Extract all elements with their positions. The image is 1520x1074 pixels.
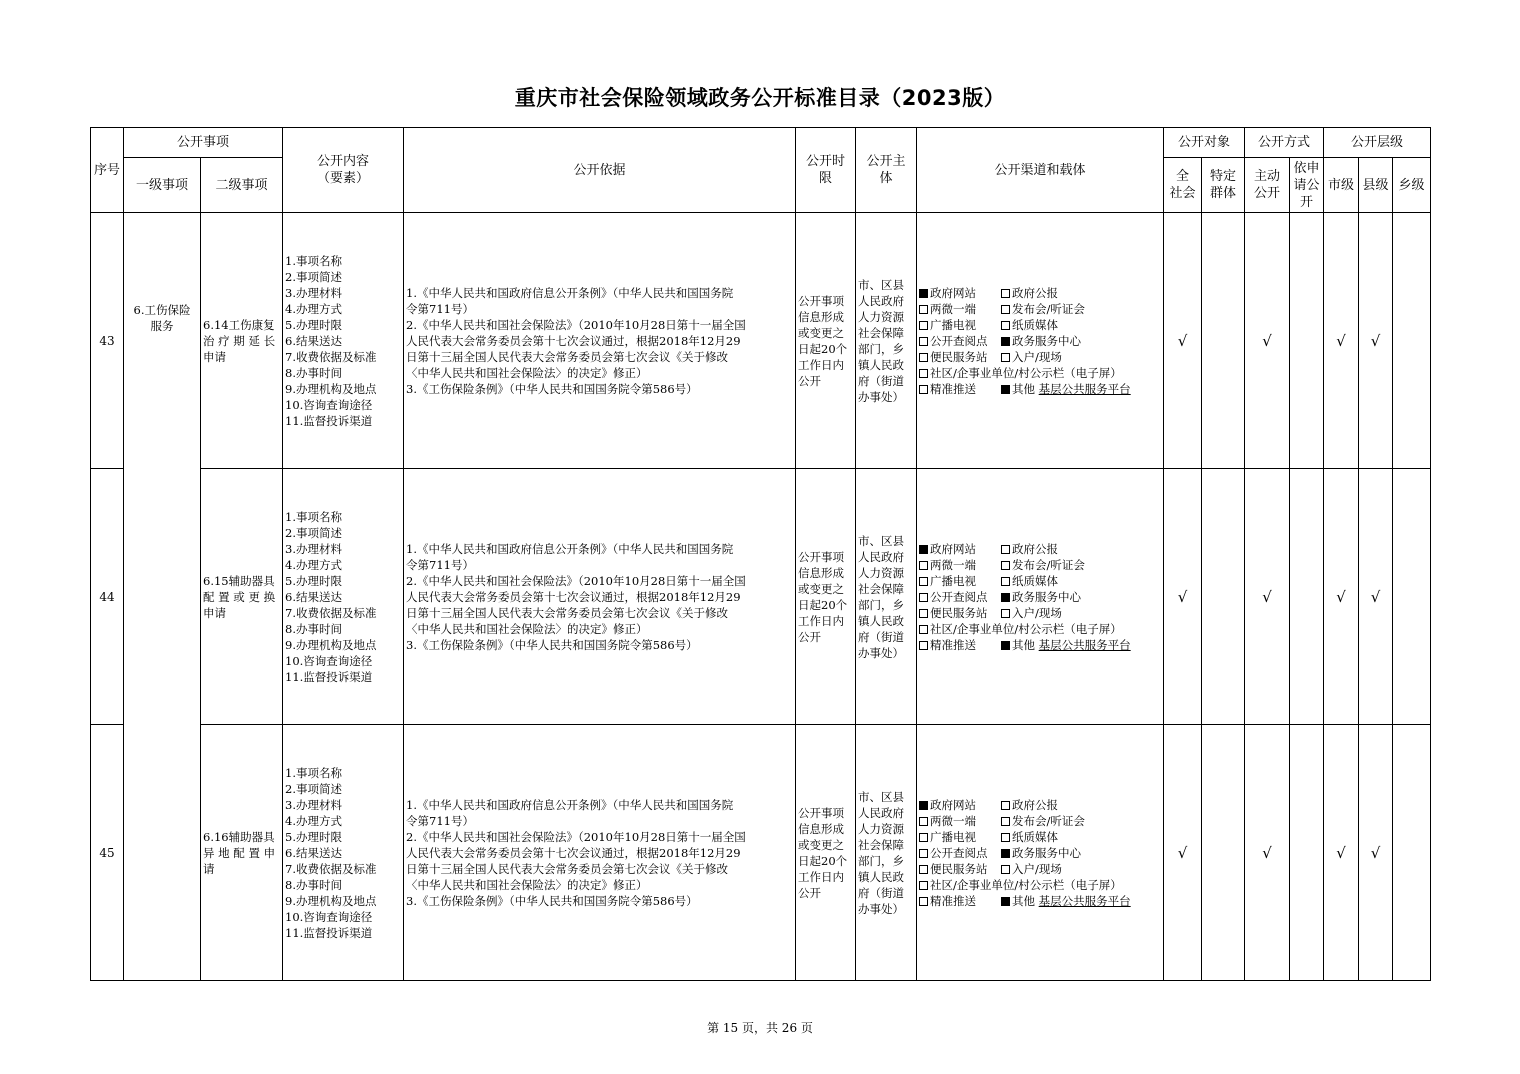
checkbox-empty-icon — [1001, 561, 1010, 570]
channel-label: 发布会/听证会 — [1012, 301, 1085, 316]
channel-label: 便民服务站 — [930, 349, 988, 364]
limit-line: 信息形成 — [798, 565, 845, 580]
channel-cell — [917, 213, 1164, 469]
header-limit — [796, 128, 856, 213]
header-items: 公开事项 — [124, 128, 283, 158]
channel-label: 入户/现场 — [1012, 605, 1062, 620]
content-item: 5.办理时限 — [285, 317, 342, 332]
header-apply-line2: 请公 — [1293, 177, 1320, 193]
subject-line: 办事处） — [858, 901, 905, 916]
checkbox-empty-icon — [1001, 577, 1010, 586]
level2-line: 申请 — [203, 605, 226, 620]
limit-line: 工作日内 — [798, 613, 845, 628]
level2-line: 6.16辅助器具 — [203, 829, 275, 844]
level2-line: 申请 — [203, 349, 226, 364]
content-item: 11.监督投诉渠道 — [285, 413, 373, 428]
content-item: 8.办事时间 — [285, 365, 342, 380]
basis-line: 〈中华人民共和国社会保险法〉的决定》修正） — [406, 365, 648, 380]
channel-cell — [917, 725, 1164, 981]
checkbox-empty-icon — [1001, 353, 1010, 362]
content-item: 1.事项名称 — [285, 253, 342, 268]
checkbox-empty-icon — [919, 337, 928, 346]
channel-label: 社区/企事业单位/村公示栏（电子屏） — [930, 621, 1122, 636]
subject-cell — [856, 469, 917, 725]
active-mark: √ — [1245, 725, 1290, 981]
limit-cell — [796, 213, 856, 469]
header-group-line2: 群体 — [1210, 186, 1237, 201]
basis-line: 3.《工伤保险条例》（中华人民共和国国务院令第586号） — [406, 893, 698, 908]
county-mark: √ — [1359, 469, 1393, 725]
row-seq: 44 — [91, 469, 124, 725]
content-item: 3.办理材料 — [285, 797, 342, 812]
header-all-society — [1164, 158, 1202, 213]
table-row — [91, 469, 1431, 725]
channel-label: 政务服务中心 — [1012, 333, 1082, 348]
limit-line: 公开 — [798, 885, 822, 900]
on-request-mark — [1290, 469, 1324, 725]
subject-line: 人力资源 — [858, 309, 905, 324]
subject-line: 人力资源 — [858, 821, 905, 836]
channel-other-value: 基层公共服务平台 — [1038, 893, 1131, 908]
channel-label: 政务服务中心 — [1012, 589, 1082, 604]
channel-label: 精准推送 — [930, 637, 977, 652]
header-limit-line1: 公开时 — [806, 154, 846, 169]
channel-label: 广播电视 — [930, 829, 977, 844]
channel-other-value: 基层公共服务平台 — [1038, 637, 1131, 652]
all-society-mark: √ — [1164, 469, 1202, 725]
channel-label: 政府网站 — [930, 541, 977, 556]
checkbox-empty-icon — [1001, 321, 1010, 330]
checkbox-checked-icon — [1001, 849, 1010, 858]
header-apply-line1: 依申 — [1293, 160, 1320, 176]
channel-label: 入户/现场 — [1012, 349, 1062, 364]
content-item: 5.办理时限 — [285, 573, 342, 588]
basis-cell — [404, 725, 796, 981]
checkbox-empty-icon — [919, 865, 928, 874]
subject-cell — [856, 725, 917, 981]
channel-label: 两微一端 — [930, 301, 977, 316]
limit-line: 或变更之 — [798, 325, 845, 340]
header-county: 县级 — [1359, 158, 1393, 213]
checkbox-empty-icon — [1001, 289, 1010, 298]
header-specific-group — [1202, 158, 1245, 213]
content-item: 3.办理材料 — [285, 285, 342, 300]
checkbox-empty-icon — [919, 625, 928, 634]
channel-label: 政府公报 — [1012, 285, 1059, 300]
limit-line: 日起20个 — [798, 597, 848, 612]
basis-line: 令第711号） — [406, 557, 474, 572]
channel-label: 纸质媒体 — [1012, 573, 1059, 588]
checkbox-checked-icon — [1001, 385, 1010, 394]
subject-line: 府（街道 — [858, 373, 905, 388]
town-mark — [1393, 213, 1431, 469]
basis-line: 1.《中华人民共和国政府信息公开条例》（中华人民共和国国务院 — [406, 285, 734, 300]
content-item: 2.事项简述 — [285, 781, 342, 796]
header-subject — [856, 128, 917, 213]
level2-item-cell — [201, 213, 283, 469]
city-mark: √ — [1324, 725, 1359, 981]
header-content — [283, 128, 404, 213]
header-level: 公开层级 — [1324, 128, 1431, 158]
channel-label: 入户/现场 — [1012, 861, 1062, 876]
checkbox-empty-icon — [919, 849, 928, 858]
header-town: 乡级 — [1393, 158, 1431, 213]
catalog-table — [90, 127, 1431, 981]
content-item: 7.收费依据及标准 — [285, 861, 377, 876]
row-seq: 45 — [91, 725, 124, 981]
channel-label: 精准推送 — [930, 381, 977, 396]
subject-line: 人民政府 — [858, 293, 905, 308]
county-mark: √ — [1359, 725, 1393, 981]
all-society-mark: √ — [1164, 213, 1202, 469]
subject-line: 社会保障 — [858, 837, 905, 852]
checkbox-empty-icon — [919, 593, 928, 602]
content-item: 7.收费依据及标准 — [285, 349, 377, 364]
header-all-line2: 社会 — [1169, 186, 1196, 201]
content-item: 10.咨询查询途径 — [285, 909, 373, 924]
limit-cell — [796, 725, 856, 981]
limit-line: 或变更之 — [798, 837, 845, 852]
content-item: 8.办事时间 — [285, 877, 342, 892]
limit-line: 公开事项 — [798, 805, 845, 820]
town-mark — [1393, 469, 1431, 725]
level2-item-cell — [201, 725, 283, 981]
limit-line: 工作日内 — [798, 357, 845, 372]
subject-line: 市、区县 — [858, 533, 905, 548]
subject-line: 市、区县 — [858, 789, 905, 804]
level2-item-cell — [201, 469, 283, 725]
content-item: 9.办理机构及地点 — [285, 893, 377, 908]
subject-line: 部门，乡 — [858, 853, 905, 868]
header-city: 市级 — [1324, 158, 1359, 213]
content-item: 11.监督投诉渠道 — [285, 925, 373, 940]
channel-label: 两微一端 — [930, 813, 977, 828]
basis-line: 3.《工伤保险条例》（中华人民共和国国务院令第586号） — [406, 637, 698, 652]
subject-line: 办事处） — [858, 389, 905, 404]
channel-label: 广播电视 — [930, 317, 977, 332]
checkbox-empty-icon — [919, 385, 928, 394]
subject-line: 社会保障 — [858, 325, 905, 340]
level2-line: 治 疗 期 延 长 — [203, 333, 276, 348]
content-item: 6.结果送达 — [285, 845, 342, 860]
content-item: 4.办理方式 — [285, 301, 342, 316]
limit-line: 公开事项 — [798, 549, 845, 564]
header-level1: 一级事项 — [124, 158, 201, 213]
checkbox-checked-icon — [1001, 337, 1010, 346]
header-subject-line1: 公开主 — [866, 154, 906, 169]
subject-line: 人民政府 — [858, 805, 905, 820]
checkbox-empty-icon — [1001, 833, 1010, 842]
page-footer: 第 15 页，共 26 页 — [707, 1021, 813, 1035]
content-item: 3.办理材料 — [285, 541, 342, 556]
checkbox-checked-icon — [919, 545, 928, 554]
basis-line: 〈中华人民共和国社会保险法〉的决定》修正） — [406, 621, 648, 636]
checkbox-empty-icon — [1001, 817, 1010, 826]
level1-item-cell — [124, 213, 201, 981]
limit-line: 或变更之 — [798, 581, 845, 596]
basis-line: 令第711号） — [406, 813, 474, 828]
limit-line: 公开 — [798, 629, 822, 644]
level2-line: 配 置 或 更 换 — [203, 589, 276, 604]
channel-label: 政府公报 — [1012, 541, 1059, 556]
basis-line: 1.《中华人民共和国政府信息公开条例》（中华人民共和国国务院 — [406, 541, 734, 556]
content-list — [283, 469, 404, 725]
limit-line: 日起20个 — [798, 341, 848, 356]
checkbox-checked-icon — [1001, 641, 1010, 650]
channel-label: 便民服务站 — [930, 605, 988, 620]
channel-label: 发布会/听证会 — [1012, 557, 1085, 572]
header-limit-line2: 限 — [819, 171, 833, 186]
channel-label: 政府公报 — [1012, 797, 1059, 812]
checkbox-empty-icon — [1001, 305, 1010, 314]
subject-line: 府（街道 — [858, 629, 905, 644]
content-item: 10.咨询查询途径 — [285, 397, 373, 412]
channel-label: 政务服务中心 — [1012, 845, 1082, 860]
table-row — [91, 213, 1431, 469]
subject-line: 人民政府 — [858, 549, 905, 564]
header-level2: 二级事项 — [201, 158, 283, 213]
level2-line: 请 — [203, 861, 215, 876]
header-active-line2: 公开 — [1254, 186, 1281, 201]
header-active-line1: 主动 — [1254, 169, 1281, 184]
limit-line: 公开事项 — [798, 293, 845, 308]
channel-label: 社区/企事业单位/村公示栏（电子屏） — [930, 365, 1122, 380]
header-content-line1: 公开内容 — [317, 154, 370, 169]
header-audience: 公开对象 — [1164, 128, 1245, 158]
checkbox-checked-icon — [919, 801, 928, 810]
basis-line: 人民代表大会常务委员会第十七次会议通过，根据2018年12月29 — [406, 333, 741, 348]
header-active — [1245, 158, 1290, 213]
on-request-mark — [1290, 213, 1324, 469]
channel-other-value: 基层公共服务平台 — [1038, 381, 1131, 396]
channel-label: 其他 — [1012, 637, 1036, 652]
limit-line: 日起20个 — [798, 853, 848, 868]
checkbox-empty-icon — [919, 897, 928, 906]
all-society-mark: √ — [1164, 725, 1202, 981]
limit-line: 信息形成 — [798, 821, 845, 836]
basis-line: 3.《工伤保险条例》（中华人民共和国国务院令第586号） — [406, 381, 698, 396]
content-item: 11.监督投诉渠道 — [285, 669, 373, 684]
content-item: 9.办理机构及地点 — [285, 381, 377, 396]
subject-line: 人力资源 — [858, 565, 905, 580]
limit-line: 工作日内 — [798, 869, 845, 884]
row-seq: 43 — [91, 213, 124, 469]
basis-line: 令第711号） — [406, 301, 474, 316]
subject-line: 部门，乡 — [858, 597, 905, 612]
level2-line: 6.14工伤康复 — [203, 317, 275, 332]
city-mark: √ — [1324, 213, 1359, 469]
subject-line: 社会保障 — [858, 581, 905, 596]
channel-label: 广播电视 — [930, 573, 977, 588]
checkbox-empty-icon — [919, 321, 928, 330]
subject-line: 镇人民政 — [858, 357, 905, 372]
header-basis: 公开依据 — [404, 128, 796, 213]
basis-line: 日第十三届全国人民代表大会常务委员会第七次会议《关于修改 — [406, 605, 729, 620]
channel-label: 精准推送 — [930, 893, 977, 908]
subject-line: 镇人民政 — [858, 613, 905, 628]
checkbox-checked-icon — [1001, 593, 1010, 602]
checkbox-empty-icon — [919, 609, 928, 618]
checkbox-checked-icon — [919, 289, 928, 298]
channel-label: 便民服务站 — [930, 861, 988, 876]
content-item: 4.办理方式 — [285, 813, 342, 828]
channel-label: 其他 — [1012, 893, 1036, 908]
content-item: 10.咨询查询途径 — [285, 653, 373, 668]
content-list — [283, 725, 404, 981]
checkbox-checked-icon — [1001, 897, 1010, 906]
city-mark: √ — [1324, 469, 1359, 725]
basis-line: 日第十三届全国人民代表大会常务委员会第七次会议《关于修改 — [406, 861, 729, 876]
basis-cell — [404, 469, 796, 725]
channel-label: 其他 — [1012, 381, 1036, 396]
subject-line: 府（街道 — [858, 885, 905, 900]
checkbox-empty-icon — [1001, 801, 1010, 810]
checkbox-empty-icon — [919, 817, 928, 826]
checkbox-empty-icon — [919, 369, 928, 378]
header-apply-line3: 开 — [1300, 194, 1314, 210]
channel-label: 纸质媒体 — [1012, 317, 1059, 332]
content-item: 2.事项简述 — [285, 269, 342, 284]
basis-line: 人民代表大会常务委员会第十七次会议通过，根据2018年12月29 — [406, 589, 741, 604]
basis-line: 2.《中华人民共和国社会保险法》（2010年10月28日第十一届全国 — [406, 829, 746, 844]
county-mark: √ — [1359, 213, 1393, 469]
channel-label: 政府网站 — [930, 285, 977, 300]
subject-line: 办事处） — [858, 645, 905, 660]
content-item: 4.办理方式 — [285, 557, 342, 572]
town-mark — [1393, 725, 1431, 981]
checkbox-empty-icon — [1001, 609, 1010, 618]
channel-label: 公开查阅点 — [930, 333, 988, 348]
content-item: 6.结果送达 — [285, 589, 342, 604]
content-item: 6.结果送达 — [285, 333, 342, 348]
channel-label: 公开查阅点 — [930, 845, 988, 860]
subject-line: 镇人民政 — [858, 869, 905, 884]
channel-label: 政府网站 — [930, 797, 977, 812]
header-method: 公开方式 — [1245, 128, 1324, 158]
basis-line: 2.《中华人民共和国社会保险法》（2010年10月28日第十一届全国 — [406, 317, 746, 332]
subject-cell — [856, 213, 917, 469]
on-request-mark — [1290, 725, 1324, 981]
specific-group-mark — [1202, 213, 1245, 469]
basis-line: 〈中华人民共和国社会保险法〉的决定》修正） — [406, 877, 648, 892]
header-seq: 序号 — [91, 128, 124, 213]
basis-line: 1.《中华人民共和国政府信息公开条例》（中华人民共和国国务院 — [406, 797, 734, 812]
checkbox-empty-icon — [919, 577, 928, 586]
checkbox-empty-icon — [919, 881, 928, 890]
channel-label: 两微一端 — [930, 557, 977, 572]
active-mark: √ — [1245, 213, 1290, 469]
header-channel: 公开渠道和载体 — [917, 128, 1164, 213]
content-item: 9.办理机构及地点 — [285, 637, 377, 652]
checkbox-empty-icon — [1001, 865, 1010, 874]
specific-group-mark — [1202, 469, 1245, 725]
header-content-line2: （要素） — [317, 171, 370, 186]
channel-label: 公开查阅点 — [930, 589, 988, 604]
checkbox-empty-icon — [919, 305, 928, 314]
basis-cell — [404, 213, 796, 469]
content-item: 7.收费依据及标准 — [285, 605, 377, 620]
content-item: 1.事项名称 — [285, 765, 342, 780]
active-mark: √ — [1245, 469, 1290, 725]
table-row — [91, 725, 1431, 981]
content-item: 8.办事时间 — [285, 621, 342, 636]
channel-label: 发布会/听证会 — [1012, 813, 1085, 828]
page-title: 重庆市社会保险领域政务公开标准目录（2023版） — [514, 86, 1006, 110]
checkbox-empty-icon — [919, 641, 928, 650]
header-on-request — [1290, 158, 1324, 213]
specific-group-mark — [1202, 725, 1245, 981]
channel-label: 纸质媒体 — [1012, 829, 1059, 844]
subject-line: 市、区县 — [858, 277, 905, 292]
level2-line: 异 地 配 置 申 — [203, 845, 276, 860]
checkbox-empty-icon — [1001, 545, 1010, 554]
content-item: 2.事项简述 — [285, 525, 342, 540]
limit-line: 公开 — [798, 373, 822, 388]
level1-item-line2: 服务 — [150, 319, 174, 333]
content-item: 5.办理时限 — [285, 829, 342, 844]
subject-line: 部门，乡 — [858, 341, 905, 356]
basis-line: 人民代表大会常务委员会第十七次会议通过，根据2018年12月29 — [406, 845, 741, 860]
content-item: 1.事项名称 — [285, 509, 342, 524]
level1-item-line1: 6.工伤保险 — [133, 303, 191, 317]
limit-line: 信息形成 — [798, 309, 845, 324]
basis-line: 2.《中华人民共和国社会保险法》（2010年10月28日第十一届全国 — [406, 573, 746, 588]
checkbox-empty-icon — [919, 833, 928, 842]
channel-cell — [917, 469, 1164, 725]
header-all-line1: 全 — [1176, 169, 1190, 184]
header-subject-line2: 体 — [879, 171, 893, 186]
level2-line: 6.15辅助器具 — [203, 573, 275, 588]
header-group-line1: 特定 — [1210, 169, 1237, 184]
basis-line: 日第十三届全国人民代表大会常务委员会第七次会议《关于修改 — [406, 349, 729, 364]
content-list — [283, 213, 404, 469]
limit-cell — [796, 469, 856, 725]
checkbox-empty-icon — [919, 561, 928, 570]
channel-label: 社区/企事业单位/村公示栏（电子屏） — [930, 877, 1122, 892]
checkbox-empty-icon — [919, 353, 928, 362]
